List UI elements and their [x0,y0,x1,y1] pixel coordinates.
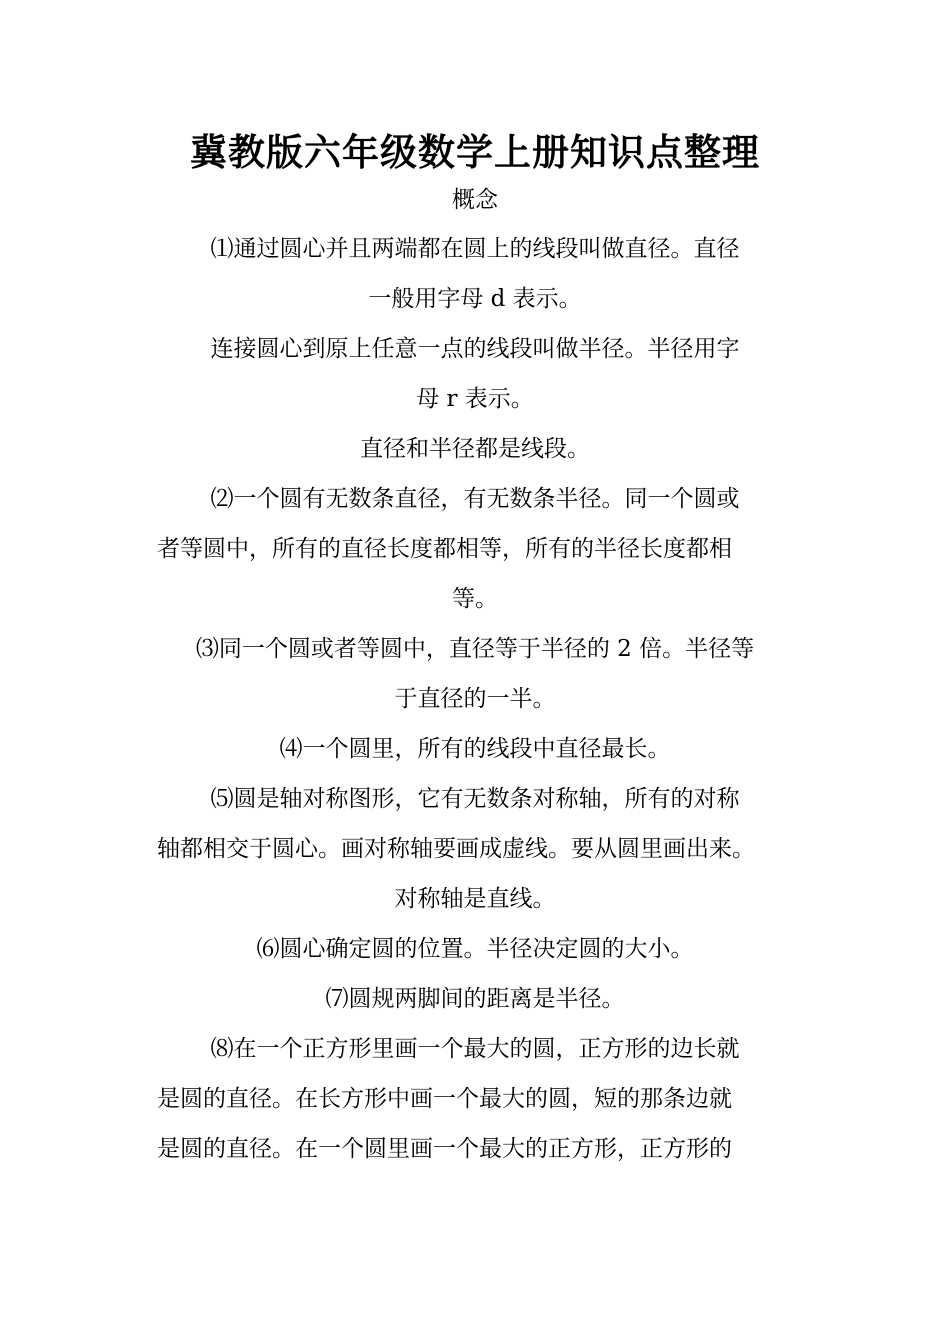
section-heading: 概念 [452,187,498,213]
text-line: ⑷一个圆里，所有的线段中直径最长。 [279,736,671,762]
text-line: ⑻在一个正方形里画一个最大的圆，正方形的边长就 [210,1036,740,1062]
text-line: ⑸圆是轴对称图形，它有无数条对称轴，所有的对称 [210,786,740,812]
text-line: 等。 [452,586,498,612]
text-line: ⑹圆心确定圆的位置。半径决定圆的大小。 [256,936,694,962]
text-line: 母 r 表示。 [416,386,534,412]
document-title: 冀教版六年级数学上册知识点整理 [190,130,760,174]
text-line: ⑺圆规两脚间的距离是半径。 [325,986,625,1012]
text-line: ⑶同一个圆或者等圆中，直径等于半径的 2 倍。半径等 [195,636,755,662]
text-line: 者等圆中，所有的直径长度都相等，所有的半径长度都相 [157,536,732,562]
text-line: 一般用字母 d 表示。 [368,286,582,312]
text-line: 轴都相交于圆心。画对称轴要画成虚线。要从圆里画出来。 [157,836,755,862]
text-line: ⑵一个圆有无数条直径，有无数条半径。同一个圆或 [210,486,740,512]
text-line: 于直径的一半。 [394,686,556,712]
text-line: 对称轴是直线。 [394,886,556,912]
text-line: 直径和半径都是线段。 [360,436,590,462]
text-line: 连接圆心到原上任意一点的线段叫做半径。半径用字 [210,336,740,362]
text-line: 是圆的直径。在一个圆里画一个最大的正方形，正方形的 [157,1136,732,1162]
text-line: ⑴通过圆心并且两端都在圆上的线段叫做直径。直径 [210,236,740,262]
text-line: 是圆的直径。在长方形中画一个最大的圆，短的那条边就 [157,1086,732,1112]
